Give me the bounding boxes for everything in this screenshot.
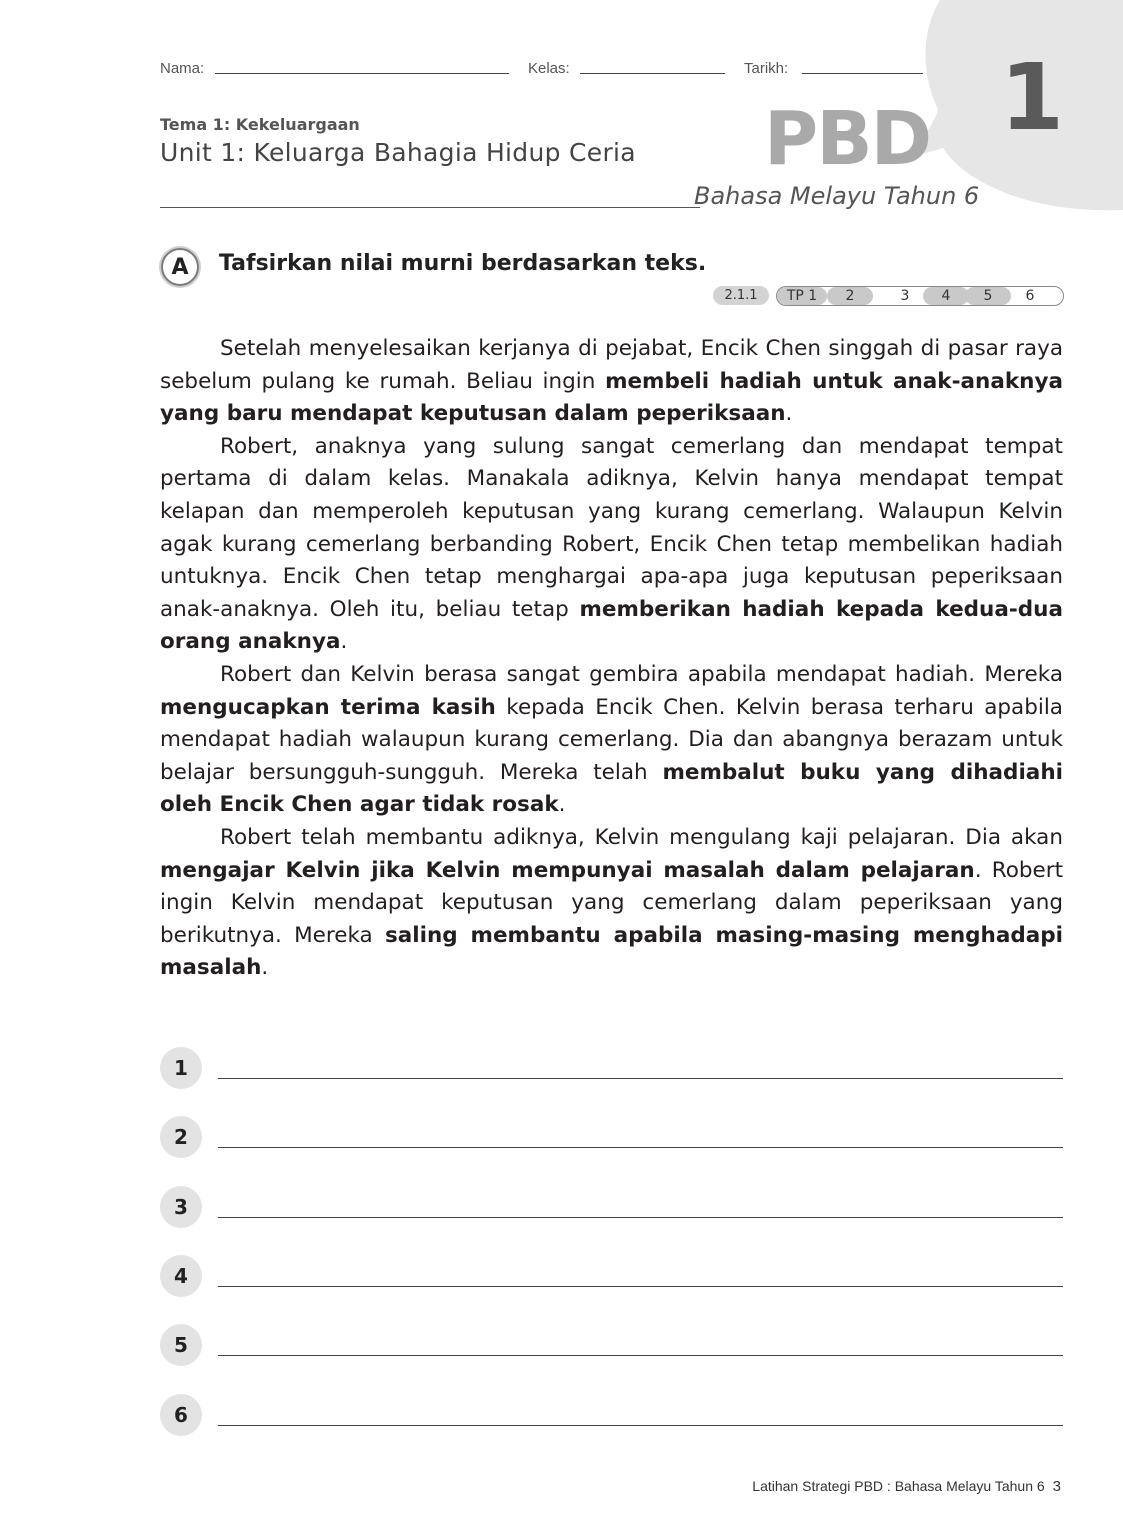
reading-passage (160, 333, 1063, 985)
highlighted-value-text: mengucapkan terima kasih (160, 694, 496, 720)
passage-paragraph (160, 659, 1063, 822)
pbd-logo: PBD (764, 96, 931, 182)
answer-row-2 (160, 1116, 1063, 1160)
highlighted-value-text: memberikan hadiah kepada kedua-dua orang anaknya (160, 596, 1063, 655)
tp-level-1[interactable]: TP 1 (777, 287, 827, 305)
tarikh-field[interactable] (802, 73, 923, 74)
answer-row-5 (160, 1324, 1063, 1368)
instruction-text: Tafsirkan nilai murni berdasarkan teks. (219, 251, 707, 276)
answer-row-4 (160, 1255, 1063, 1299)
passage-text: Robert dan Kelvin berasa sangat gembira apabila mendapat hadiah. Mereka (220, 661, 1063, 687)
theme-title: Tema 1: Kekeluargaan (160, 115, 360, 134)
passage-text: . (261, 955, 269, 981)
page-number: 3 (1052, 1478, 1061, 1495)
unit-number: 1 (1000, 44, 1065, 151)
section-badge: A (161, 248, 199, 286)
answer-row-1 (160, 1047, 1063, 1091)
passage-text: . (558, 792, 566, 818)
tp-level-6[interactable]: 6 (1025, 288, 1035, 304)
passage-paragraph (160, 822, 1063, 985)
passage-text: kepada Encik Chen. Kelvin berasa terharu apabila mendapat hadiah walaupun kurang cemerlang. Dia dan abangnya berazam untuk belajar bersungguh-sungguh. Mereka telah (160, 694, 1063, 785)
answer-row-3 (160, 1186, 1063, 1230)
answer-number: 4 (160, 1255, 202, 1297)
highlighted-value-text: saling membantu apabila masing-masing menghadapi masalah (160, 922, 1064, 981)
tp-level-bar (776, 286, 1064, 306)
nama-label: Nama: (160, 60, 205, 77)
unit-title: Unit 1: Keluarga Bahagia Hidup Ceria (160, 138, 636, 167)
answer-number: 5 (160, 1324, 202, 1366)
kelas-field[interactable] (580, 73, 725, 74)
skill-code-badge: 2.1.1 (713, 286, 769, 305)
answer-line[interactable] (218, 1286, 1063, 1287)
answer-number: 6 (160, 1394, 202, 1436)
answer-number: 1 (160, 1047, 202, 1089)
nama-field[interactable] (215, 73, 509, 74)
passage-text: . (785, 401, 793, 427)
answer-line[interactable] (218, 1355, 1063, 1356)
tp-level-5[interactable]: 5 (965, 287, 1011, 305)
passage-paragraph (160, 431, 1063, 659)
answer-line[interactable] (218, 1147, 1063, 1148)
passage-text: . (340, 629, 348, 655)
answer-line[interactable] (218, 1217, 1063, 1218)
answer-line[interactable] (218, 1078, 1063, 1079)
passage-text: . Robert ingin Kelvin mendapat keputusan yang cemerlang dalam peperiksaan yang berikutnya. Mereka (160, 857, 1063, 948)
footer-text: Latihan Strategi PBD : Bahasa Melayu Tahun 6 (752, 1478, 1045, 1494)
tp-level-2[interactable]: 2 (827, 287, 873, 305)
answer-line[interactable] (218, 1425, 1063, 1426)
answer-number: 2 (160, 1116, 202, 1158)
passage-text: Robert telah membantu adiknya, Kelvin mengulang kaji pelajaran. Dia akan (220, 824, 1063, 850)
tarikh-label: Tarikh: (744, 60, 789, 77)
highlighted-value-text: mengajar Kelvin jika Kelvin mempunyai masalah dalam pelajaran (160, 857, 975, 883)
subject-label: Bahasa Melayu Tahun 6 (694, 182, 980, 210)
passage-text: Setelah menyelesaikan kerjanya di pejabat, Encik Chen singgah di pasar raya sebelum pulang ke rumah. Beliau ingin (160, 336, 1063, 394)
highlighted-value-text: membalut buku yang dihadiahi oleh Encik Chen agar tidak rosak (160, 759, 1063, 818)
highlighted-value-text: membeli hadiah untuk anak-anaknya yang baru mendapat keputusan dalam peperiksaan (160, 368, 1063, 427)
kelas-label: Kelas: (528, 60, 570, 77)
title-divider (160, 207, 700, 208)
passage-paragraph (160, 333, 1063, 431)
tp-level-3[interactable]: 3 (900, 288, 910, 304)
tp-level-4[interactable]: 4 (923, 287, 969, 305)
answer-number: 3 (160, 1186, 202, 1228)
page-footer (752, 1478, 1061, 1495)
answer-row-6 (160, 1394, 1063, 1438)
passage-text: Robert, anaknya yang sulung sangat cemerlang dan mendapat tempat pertama di dalam kelas. Manakala adiknya, Kelvin hanya mendapat tempat kelapan dan memperoleh keputusan yang kurang cemerlang. Walaupun Kelvin agak kurang cemerlang berbanding Robert, Encik Chen tetap membelikan hadiah untuknya. Encik Chen tetap menghargai apa-apa juga keputusan peperiksaan anak-anaknya. Oleh itu, beliau tetap (160, 433, 1063, 622)
